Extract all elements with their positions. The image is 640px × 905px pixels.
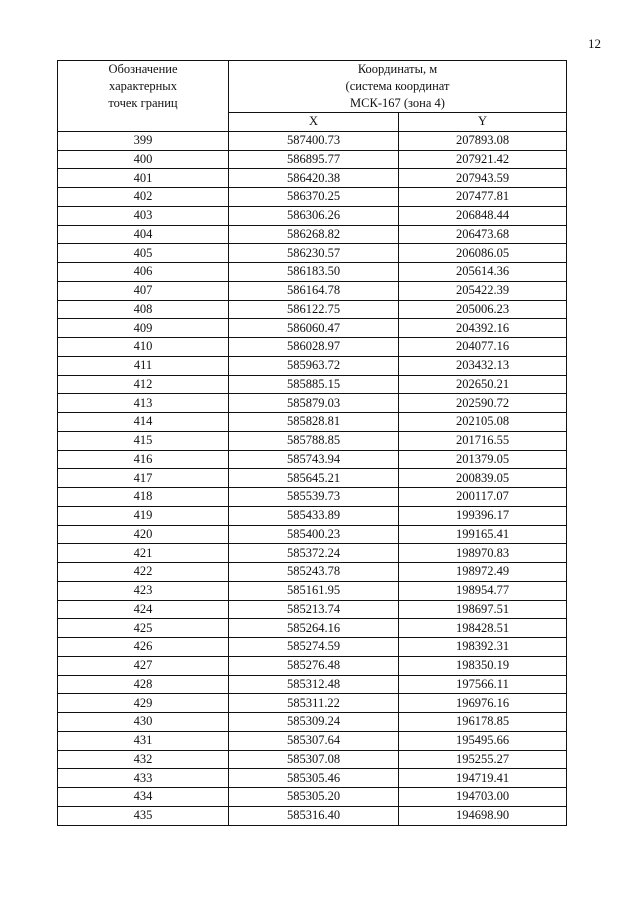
header-coordinates [229, 61, 567, 113]
table-row [58, 300, 567, 319]
point-id-cell: 405 [58, 244, 229, 263]
point-id-cell: 409 [58, 319, 229, 338]
point-id-cell: 424 [58, 600, 229, 619]
x-coordinate-cell: 585305.46 [229, 769, 399, 788]
point-id-cell: 423 [58, 581, 229, 600]
point-id-cell: 406 [58, 263, 229, 282]
header-coords-line: Координаты, м [357, 62, 438, 76]
x-coordinate-cell: 585264.16 [229, 619, 399, 638]
table-row [58, 656, 567, 675]
point-id-cell: 429 [58, 694, 229, 713]
table-row [58, 319, 567, 338]
table-row [58, 525, 567, 544]
point-id-cell: 408 [58, 300, 229, 319]
point-id-cell: 420 [58, 525, 229, 544]
y-coordinate-cell: 195255.27 [399, 750, 567, 769]
point-id-cell: 428 [58, 675, 229, 694]
x-coordinate-cell: 585276.48 [229, 656, 399, 675]
y-coordinate-cell: 198350.19 [399, 656, 567, 675]
y-coordinate-cell: 200839.05 [399, 469, 567, 488]
x-coordinate-cell: 586420.38 [229, 169, 399, 188]
point-id-cell: 404 [58, 225, 229, 244]
table-row [58, 600, 567, 619]
table-row [58, 694, 567, 713]
point-id-cell: 418 [58, 488, 229, 507]
x-coordinate-cell: 586895.77 [229, 150, 399, 169]
point-id-cell: 430 [58, 713, 229, 732]
y-coordinate-cell: 198970.83 [399, 544, 567, 563]
point-id-cell: 435 [58, 806, 229, 825]
y-coordinate-cell: 198392.31 [399, 638, 567, 657]
point-id-cell: 426 [58, 638, 229, 657]
point-id-cell: 421 [58, 544, 229, 563]
y-coordinate-cell: 203432.13 [399, 356, 567, 375]
table-row [58, 488, 567, 507]
table-row [58, 581, 567, 600]
table-row [58, 338, 567, 357]
point-id-cell: 403 [58, 206, 229, 225]
table-row [58, 394, 567, 413]
table-row [58, 788, 567, 807]
y-coordinate-cell: 207943.59 [399, 169, 567, 188]
x-coordinate-cell: 586060.47 [229, 319, 399, 338]
y-coordinate-cell: 194703.00 [399, 788, 567, 807]
x-coordinate-cell: 586122.75 [229, 300, 399, 319]
point-id-cell: 419 [58, 506, 229, 525]
x-coordinate-cell: 585307.08 [229, 750, 399, 769]
y-coordinate-cell: 205006.23 [399, 300, 567, 319]
y-coordinate-cell: 204077.16 [399, 338, 567, 357]
y-coordinate-cell: 207921.42 [399, 150, 567, 169]
header-points-line: Обозначение [108, 62, 178, 76]
y-coordinate-cell: 198697.51 [399, 600, 567, 619]
header-coords-line: МСК-167 (зона 4) [350, 96, 445, 110]
y-coordinate-cell: 198954.77 [399, 581, 567, 600]
table-row [58, 506, 567, 525]
table-row [58, 713, 567, 732]
y-coordinate-cell: 206848.44 [399, 206, 567, 225]
point-id-cell: 407 [58, 281, 229, 300]
x-coordinate-cell: 585963.72 [229, 356, 399, 375]
x-coordinate-cell: 586306.26 [229, 206, 399, 225]
x-coordinate-cell: 587400.73 [229, 131, 399, 150]
table-row [58, 244, 567, 263]
y-coordinate-cell: 207477.81 [399, 188, 567, 207]
y-coordinate-cell: 202590.72 [399, 394, 567, 413]
point-id-cell: 415 [58, 431, 229, 450]
point-id-cell: 410 [58, 338, 229, 357]
y-coordinate-cell: 196976.16 [399, 694, 567, 713]
table-row [58, 263, 567, 282]
x-coordinate-cell: 585788.85 [229, 431, 399, 450]
table-row [58, 431, 567, 450]
point-id-cell: 432 [58, 750, 229, 769]
y-coordinate-cell: 202650.21 [399, 375, 567, 394]
page-number: 12 [588, 36, 601, 51]
x-coordinate-cell: 586370.25 [229, 188, 399, 207]
y-coordinate-cell: 204392.16 [399, 319, 567, 338]
x-coordinate-cell: 586230.57 [229, 244, 399, 263]
y-coordinate-cell: 202105.08 [399, 413, 567, 432]
point-id-cell: 431 [58, 731, 229, 750]
header-points-line: точек границ [108, 96, 178, 110]
x-coordinate-cell: 585161.95 [229, 581, 399, 600]
table-row [58, 769, 567, 788]
table-row [58, 131, 567, 150]
table-row [58, 806, 567, 825]
x-coordinate-cell: 586028.97 [229, 338, 399, 357]
x-coordinate-cell: 585400.23 [229, 525, 399, 544]
y-coordinate-cell: 200117.07 [399, 488, 567, 507]
header-points [58, 61, 229, 132]
x-coordinate-cell: 585312.48 [229, 675, 399, 694]
table-row [58, 150, 567, 169]
table-row [58, 188, 567, 207]
x-coordinate-cell: 586183.50 [229, 263, 399, 282]
table-row [58, 206, 567, 225]
x-coordinate-cell: 585879.03 [229, 394, 399, 413]
y-coordinate-cell: 197566.11 [399, 675, 567, 694]
y-coordinate-cell: 198428.51 [399, 619, 567, 638]
table-header [58, 61, 567, 132]
x-coordinate-cell: 585243.78 [229, 563, 399, 582]
table-row [58, 413, 567, 432]
table-row [58, 675, 567, 694]
y-coordinate-cell: 201716.55 [399, 431, 567, 450]
x-coordinate-cell: 585307.64 [229, 731, 399, 750]
x-coordinate-cell: 585274.59 [229, 638, 399, 657]
table-row [58, 281, 567, 300]
x-coordinate-cell: 585305.20 [229, 788, 399, 807]
table-row [58, 469, 567, 488]
point-id-cell: 401 [58, 169, 229, 188]
point-id-cell: 425 [58, 619, 229, 638]
y-coordinate-cell: 199396.17 [399, 506, 567, 525]
point-id-cell: 400 [58, 150, 229, 169]
header-coords-line: (система координат [345, 79, 450, 93]
point-id-cell: 399 [58, 131, 229, 150]
point-id-cell: 417 [58, 469, 229, 488]
y-coordinate-cell: 206473.68 [399, 225, 567, 244]
table-row [58, 619, 567, 638]
point-id-cell: 416 [58, 450, 229, 469]
x-coordinate-cell: 586164.78 [229, 281, 399, 300]
y-coordinate-cell: 195495.66 [399, 731, 567, 750]
y-coordinate-cell: 198972.49 [399, 563, 567, 582]
point-id-cell: 427 [58, 656, 229, 675]
x-coordinate-cell: 585828.81 [229, 413, 399, 432]
x-coordinate-cell: 585311.22 [229, 694, 399, 713]
table-row [58, 356, 567, 375]
point-id-cell: 413 [58, 394, 229, 413]
point-id-cell: 422 [58, 563, 229, 582]
point-id-cell: 411 [58, 356, 229, 375]
y-coordinate-cell: 194698.90 [399, 806, 567, 825]
table-row [58, 225, 567, 244]
y-coordinate-cell: 196178.85 [399, 713, 567, 732]
table-row [58, 563, 567, 582]
x-coordinate-cell: 585316.40 [229, 806, 399, 825]
table-row [58, 750, 567, 769]
point-id-cell: 402 [58, 188, 229, 207]
x-coordinate-cell: 585433.89 [229, 506, 399, 525]
coordinates-table [57, 60, 567, 826]
x-coordinate-cell: 585885.15 [229, 375, 399, 394]
header-x: X [229, 113, 399, 132]
table-row [58, 731, 567, 750]
point-id-cell: 412 [58, 375, 229, 394]
y-coordinate-cell: 206086.05 [399, 244, 567, 263]
point-id-cell: 414 [58, 413, 229, 432]
x-coordinate-cell: 585309.24 [229, 713, 399, 732]
y-coordinate-cell: 194719.41 [399, 769, 567, 788]
point-id-cell: 433 [58, 769, 229, 788]
x-coordinate-cell: 585213.74 [229, 600, 399, 619]
x-coordinate-cell: 586268.82 [229, 225, 399, 244]
table-row [58, 638, 567, 657]
x-coordinate-cell: 585645.21 [229, 469, 399, 488]
y-coordinate-cell: 207893.08 [399, 131, 567, 150]
header-points-line: характерных [109, 79, 177, 93]
table-row [58, 450, 567, 469]
x-coordinate-cell: 585372.24 [229, 544, 399, 563]
y-coordinate-cell: 205422.39 [399, 281, 567, 300]
y-coordinate-cell: 205614.36 [399, 263, 567, 282]
x-coordinate-cell: 585539.73 [229, 488, 399, 507]
point-id-cell: 434 [58, 788, 229, 807]
table-row [58, 169, 567, 188]
y-coordinate-cell: 201379.05 [399, 450, 567, 469]
header-y: Y [399, 113, 567, 132]
x-coordinate-cell: 585743.94 [229, 450, 399, 469]
table-body [58, 131, 567, 825]
table-row [58, 375, 567, 394]
y-coordinate-cell: 199165.41 [399, 525, 567, 544]
table-row [58, 544, 567, 563]
